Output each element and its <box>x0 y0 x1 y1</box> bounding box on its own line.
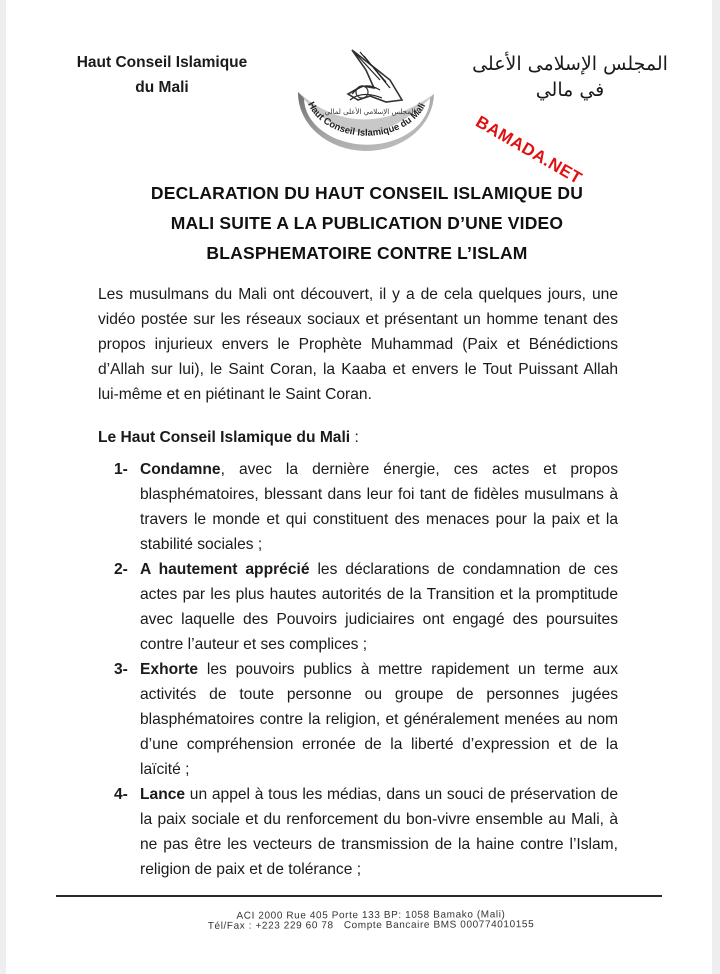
footer-address: ACI 2000 Rue 405 Porte 133 BP: 1058 Bamako (Mali) <box>236 909 506 922</box>
list-item <box>114 457 618 557</box>
item-number: 3- <box>114 661 128 678</box>
item-verb: Condamne <box>140 461 221 478</box>
item-verb: A hautement apprécié <box>140 561 310 578</box>
item-text: les déclarations de condamnation de ces actes par les plus hautes autorités de la Transition et la promptitude avec laquelle des Pouvoirs judiciaires ont engagé des poursuites contre l’auteur et ses complices ; <box>140 561 618 653</box>
org-name-line1: Haut Conseil Islamique <box>76 54 248 71</box>
item-verb: Lance <box>140 786 186 803</box>
footer-contact: Tél/Fax : +223 229 60 78 Compte Bancaire BMS 000774010155 <box>207 919 535 932</box>
item-text: un appel à tous les médias, dans un souci de préservation de la paix sociale et du renforcement du bon-vivre ensemble au Mali, à ne pas être les vecteurs de transmission de la haine contre l’Islam, religion de paix et de tolérance ; <box>140 786 618 878</box>
logo-arabic-text: المجلس الإسلامي الأعلى لمالي <box>324 108 416 116</box>
footer <box>126 910 616 933</box>
item-number: 2- <box>114 561 128 578</box>
footer-divider <box>56 895 662 897</box>
item-text: , avec la dernière énergie, ces actes et propos blasphématoires, blessant dans leur foi tant de fidèles musulmans à travers le monde et qui constituent des menaces pour la paix et la stabilité sociales ; <box>140 461 618 553</box>
org-name-french <box>52 50 272 100</box>
council-logo-icon <box>290 40 440 160</box>
title-line3: BLASPHEMATOIRE CONTRE L’ISLAM <box>206 243 528 263</box>
item-number: 4- <box>114 786 128 803</box>
item-verb: Exhorte <box>140 661 199 678</box>
lead-subject: Le Haut Conseil Islamique du Mali <box>98 429 351 446</box>
document-page <box>6 0 712 974</box>
title-line2: MALI SUITE A LA PUBLICATION D’UNE VIDEO <box>170 213 564 233</box>
title-line1: DECLARATION DU HAUT CONSEIL ISLAMIQUE DU <box>150 183 584 203</box>
lead-suffix: : <box>350 429 359 446</box>
org-name-line2: du Mali <box>135 79 189 96</box>
list-item <box>114 557 618 657</box>
list-item <box>114 657 618 782</box>
list-item <box>114 782 618 882</box>
item-text: les pouvoirs publics à mettre rapidement un terme aux activités de toute personne ou groupe de personnes jugées blasphématoires contre la religion, et généralement menées au nom d’une compréhension erronée de la liberté d’expression et de la laïcité ; <box>140 661 618 778</box>
page-title <box>102 178 632 268</box>
item-number: 1- <box>114 461 128 478</box>
logo-caption: Haut Conseil Islamique du Mali <box>305 100 429 139</box>
org-name-arabic: المجلس الإسلامى الأعلى في مالي <box>472 53 668 101</box>
intro-paragraph: Les musulmans du Mali ont découvert, il y a de cela quelques jours, une vidéo postée sur les réseaux sociaux et présentant un homme tenant des propos injurieux envers le Prophète Muhammad (Paix et Bénédictions d’Allah sur lui), le Saint Coran, la Kaaba et envers le Tout Puissant Allah lui-même et en piétinant le Saint Coran. <box>98 286 618 403</box>
watermark: BAMADA.NET <box>472 112 586 189</box>
resolutions-list <box>114 457 618 882</box>
lead-statement <box>98 425 618 450</box>
